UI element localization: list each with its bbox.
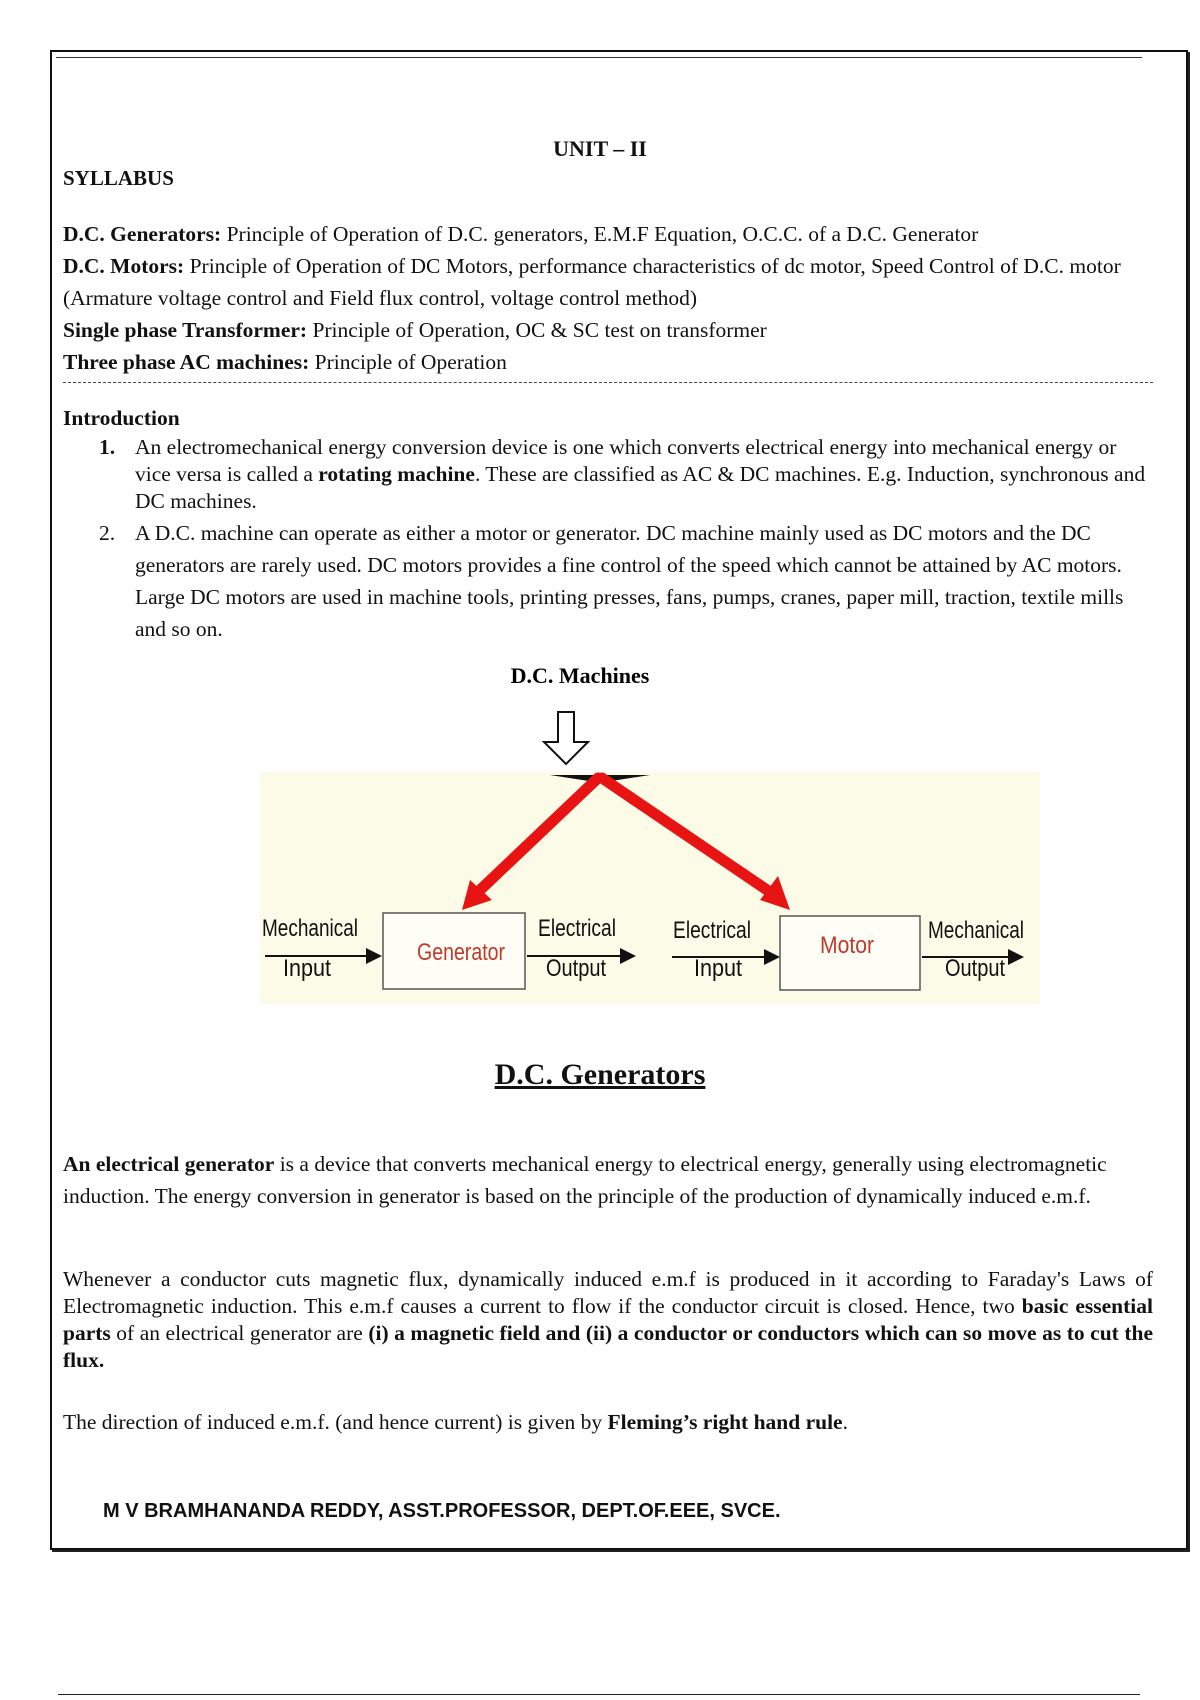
gen-output-label-1: Electrical: [538, 915, 616, 942]
motor-label: Motor: [820, 932, 874, 959]
next-page-rule: [58, 1694, 1140, 1695]
dashed-divider: [63, 382, 1153, 383]
dc-generators-heading: D.C. Generators: [494, 1058, 706, 1091]
syllabus-item-transformer: Single phase Transformer: Principle of Operation, OC & SC test on transformer: [63, 318, 767, 342]
introduction-heading: Introduction: [63, 406, 180, 430]
down-arrow-icon: [544, 712, 588, 764]
diagram-title: D.C. Machines: [510, 663, 650, 688]
gen-output-label-2: Output: [546, 955, 607, 982]
list-item: 1. An electromechanical energy conversion device is one which converts electrical energy into mechanical energy or vice versa is called a rotating machine. These are classified as AC & DC machines. E.g. Induction, synchronous and DC machines.: [99, 435, 1146, 513]
syllabus-item-ac-machines: Three phase AC machines: Principle of Operation: [63, 350, 507, 374]
syllabus-item-motors: D.C. Motors: Principle of Operation of DC Motors, performance characteristics of dc motor, Speed Control of D.C. motor (Armature voltage control and Field flux control, voltage control method): [63, 254, 1121, 310]
gen-input-label-2: Input: [283, 955, 332, 982]
page-footer: M V BRAMHANANDA REDDY, ASST.PROFESSOR, DEPT.OF.EEE, SVCE.: [103, 1500, 781, 1522]
motor-input-label-2: Input: [694, 955, 743, 982]
syllabus-heading: SYLLABUS: [63, 166, 174, 190]
dc-machines-diagram: [0, 660, 1200, 1010]
generator-label: Generator: [417, 939, 506, 966]
syllabus-item-generators: D.C. Generators: Principle of Operation of D.C. generators, E.M.F Equation, O.C.C. of a D.C. Generator: [63, 222, 979, 246]
introduction-list: [63, 434, 1153, 645]
faraday-paragraph: Whenever a conductor cuts magnetic flux, dynamically induced e.m.f is produced in it according to Faraday's Laws of Electromagnetic induction. This e.m.f causes a current to flow if the conductor circuit is closed. Hence, two basic essential parts of an electrical generator are (i) a magnetic field and (ii) a conductor or conductors which can so move as to cut the flux.: [63, 1267, 1153, 1372]
motor-input-label-1: Electrical: [673, 917, 751, 944]
syllabus-list: [63, 218, 1153, 378]
gen-input-label-1: Mechanical: [262, 915, 358, 942]
list-item: 2. A D.C. machine can operate as either a motor or generator. DC machine mainly used as DC motors and the DC generators are rarely used. DC motors provides a fine control of the speed which cannot be attained by AC motors. Large DC motors are used in machine tools, printing presses, fans, pumps, cranes, paper mill, traction, textile mills and so on.: [99, 521, 1124, 641]
unit-title: UNIT – II: [553, 136, 647, 161]
top-rule-inner: [56, 57, 1142, 58]
motor-output-label-2: Output: [945, 955, 1006, 982]
generator-definition-paragraph: An electrical generator is a device that converts mechanical energy to electrical energy, generally using electromagnetic induction. The energy conversion in generator is based on the principle of the production of dynamically induced e.m.f.: [63, 1152, 1107, 1208]
fleming-rule-paragraph: The direction of induced e.m.f. (and hence current) is given by Fleming’s right hand rule.: [63, 1410, 848, 1434]
top-rule: [50, 50, 1186, 52]
motor-output-label-1: Mechanical: [928, 917, 1024, 944]
